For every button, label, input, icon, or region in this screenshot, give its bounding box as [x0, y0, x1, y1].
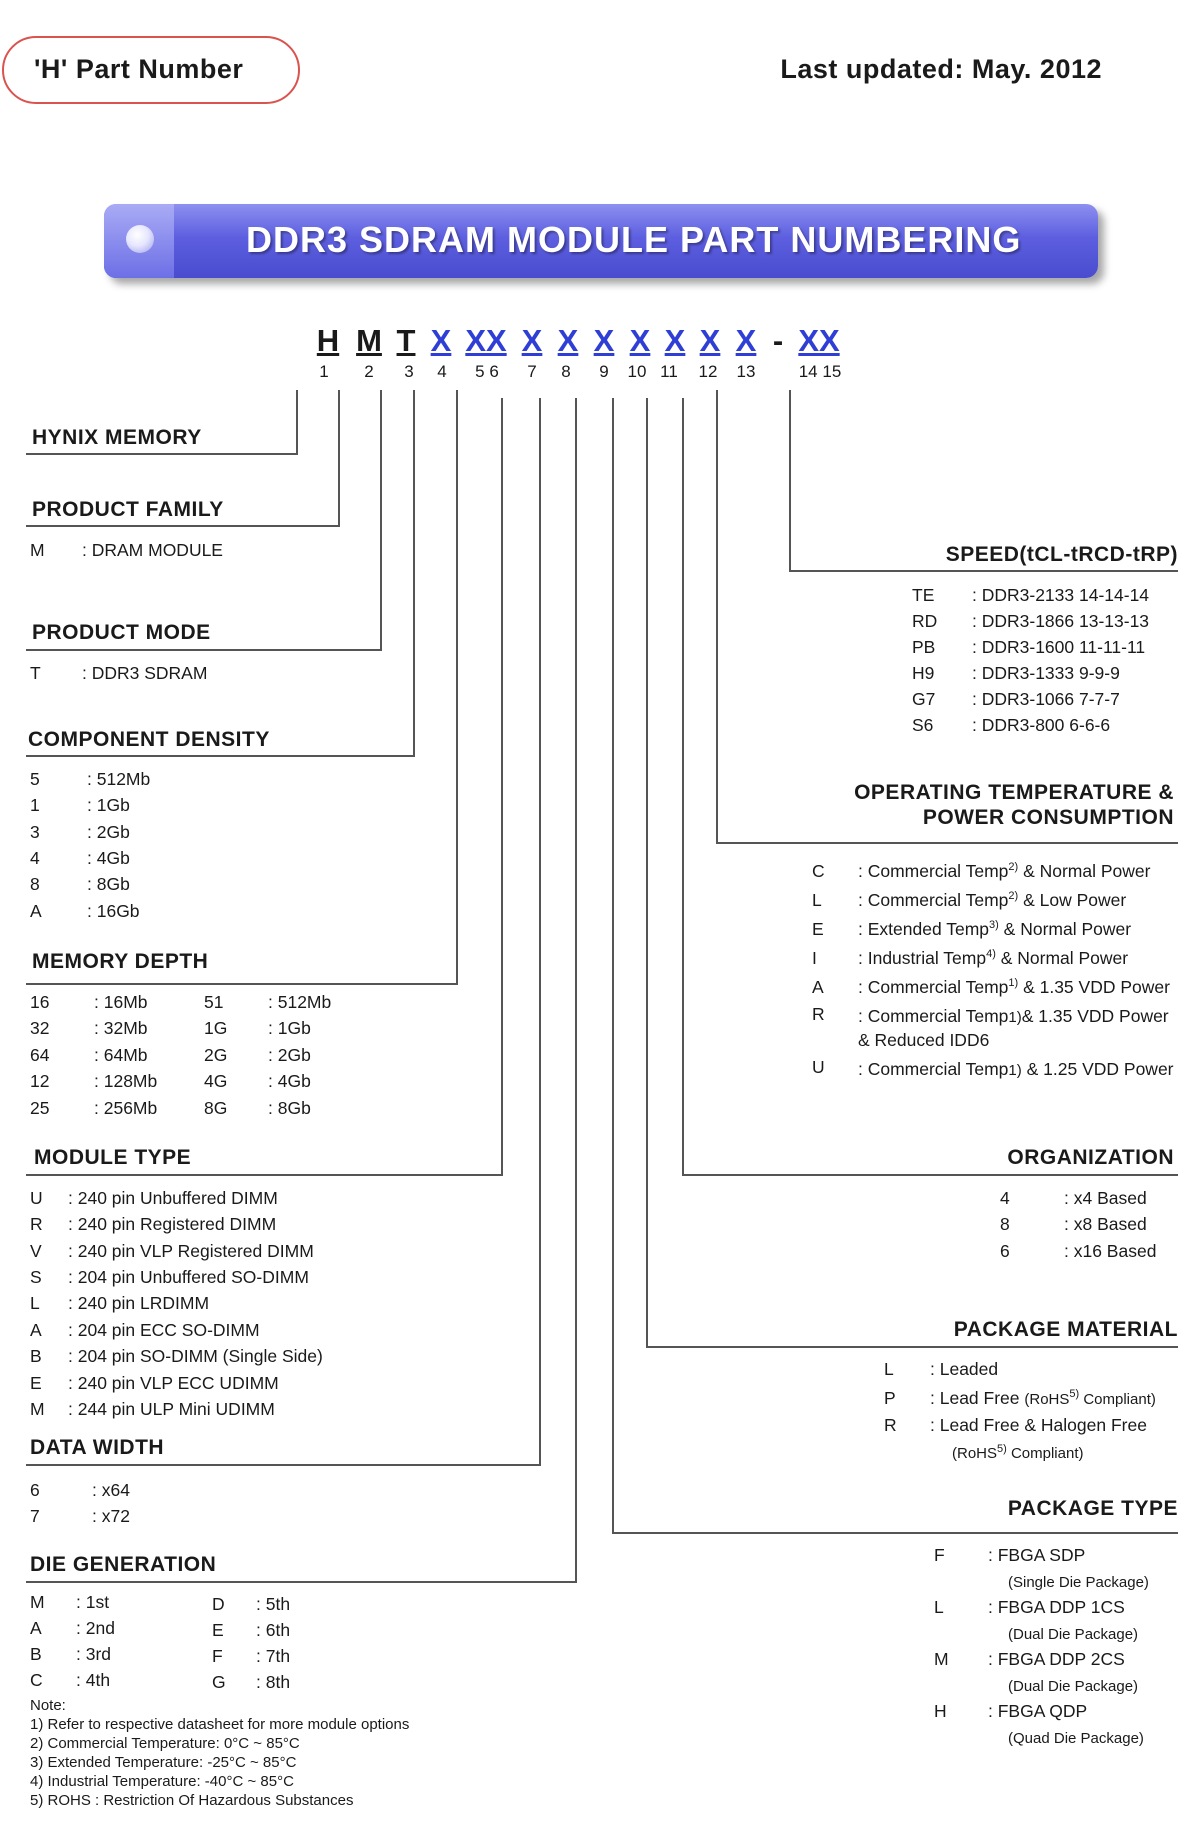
- position-number: 1: [319, 362, 329, 381]
- code-desc: : 256Mb: [94, 1098, 158, 1118]
- connector-family: [338, 390, 340, 526]
- connector-family: [26, 525, 340, 527]
- code-value: 51: [204, 992, 224, 1012]
- code-char: XX: [465, 323, 507, 358]
- code-char: M: [356, 323, 382, 358]
- code-desc: : 240 pin VLP Registered DIMM: [68, 1241, 314, 1261]
- code-value: L: [812, 890, 822, 910]
- code-value: M: [934, 1649, 949, 1669]
- code-desc: : x72: [92, 1506, 130, 1526]
- code-desc: : 16Gb: [87, 901, 140, 921]
- code-desc: : Leaded: [930, 1359, 999, 1379]
- section-title-org: ORGANIZATION: [1007, 1146, 1174, 1169]
- code-value: 1: [30, 795, 40, 815]
- section-title-temp-2: POWER CONSUMPTION: [922, 806, 1174, 829]
- code-desc: : 3rd: [76, 1644, 112, 1664]
- code-value: 2G: [204, 1045, 228, 1065]
- code-value: 32: [30, 1018, 50, 1038]
- code-value: 7: [30, 1506, 40, 1526]
- note-line: 5) ROHS : Restriction Of Hazardous Substances: [30, 1792, 354, 1809]
- code-char: X: [629, 323, 651, 358]
- code-value: 5: [30, 769, 40, 789]
- code-desc: : DDR3 SDRAM: [82, 663, 208, 683]
- code-value: D: [212, 1594, 225, 1614]
- code-value: B: [30, 1346, 42, 1366]
- code-desc: : 16Mb: [94, 992, 148, 1012]
- last-updated: Last updated: May. 2012: [780, 54, 1102, 84]
- code-desc: : DDR3-2133 14-14-14: [972, 585, 1150, 605]
- connector-die: [575, 398, 577, 1582]
- code-desc: : DDR3-800 6-6-6: [972, 715, 1111, 735]
- code-desc: : 2nd: [76, 1618, 115, 1638]
- code-value: L: [884, 1359, 894, 1379]
- code-char: T: [396, 323, 416, 358]
- section-title-depth: MEMORY DEPTH: [32, 950, 209, 973]
- connector-material: [646, 398, 648, 1348]
- code-value: 25: [30, 1098, 50, 1118]
- connector-mode: [380, 390, 382, 650]
- code-desc: : 1Gb: [87, 795, 130, 815]
- code-desc-cont: (Dual Die Package): [1008, 1626, 1139, 1643]
- code-desc: : 240 pin Unbuffered DIMM: [68, 1188, 278, 1208]
- code-value: F: [212, 1646, 223, 1666]
- code-value: 3: [30, 822, 40, 842]
- code-char: X: [557, 323, 579, 358]
- connector-org: [682, 398, 684, 1176]
- code-desc: : DDR3-1866 13-13-13: [972, 611, 1150, 631]
- connector-module: [501, 398, 503, 1175]
- connector-depth: [26, 983, 458, 985]
- connector-org: [682, 1174, 1178, 1176]
- position-number: 2: [364, 362, 374, 381]
- code-value: R: [884, 1415, 897, 1435]
- code-char: X: [430, 323, 452, 358]
- code-desc-cont: (Single Die Package): [1008, 1574, 1149, 1591]
- code-value: 6: [30, 1480, 40, 1500]
- connector-hynix: [26, 453, 298, 455]
- connector-speed: [789, 390, 791, 572]
- code-value: A: [812, 977, 824, 997]
- code-value: T: [30, 663, 41, 683]
- code-desc: : x16 Based: [1064, 1241, 1157, 1261]
- code-desc: : FBGA SDP: [988, 1545, 1086, 1565]
- code-desc: : 512Mb: [268, 992, 332, 1012]
- code-desc: : FBGA QDP: [988, 1701, 1088, 1721]
- code-value: C: [812, 861, 825, 881]
- code-value: RD: [912, 611, 938, 631]
- code-value: 16: [30, 992, 50, 1012]
- code-char: X: [699, 323, 721, 358]
- section-title-width: DATA WIDTH: [30, 1436, 165, 1459]
- code-value: 4: [1000, 1188, 1010, 1208]
- connector-material: [646, 1346, 1178, 1348]
- code-desc: : Commercial Temp1)& 1.35 VDD Power: [858, 1006, 1169, 1026]
- code-desc: : 1Gb: [268, 1018, 311, 1038]
- code-desc-cont: (Quad Die Package): [1008, 1730, 1144, 1747]
- connector-depth: [456, 390, 458, 984]
- code-desc: : Commercial Temp$^{2)}$ & Normal Power: [858, 861, 1151, 881]
- position-number: 9: [599, 362, 609, 381]
- code-desc: : 8Gb: [268, 1098, 311, 1118]
- position-number: 11: [660, 362, 678, 381]
- connector-mode: [26, 649, 382, 651]
- code-desc: : Commercial Temp$^{2)}$ & Low Power: [858, 890, 1127, 910]
- code-value: S: [30, 1267, 42, 1287]
- section-title-die: DIE GENERATION: [30, 1553, 217, 1576]
- code-desc: : Lead Free (RoHS$^{5)}$ Compliant): [930, 1388, 1156, 1408]
- code-value: G7: [912, 689, 936, 709]
- code-value: E: [30, 1373, 42, 1393]
- code-desc: : FBGA DDP 1CS: [988, 1597, 1125, 1617]
- connector-density: [26, 755, 415, 757]
- code-value: R: [812, 1004, 825, 1024]
- code-desc: : 4th: [76, 1670, 111, 1690]
- connector-pkgtype: [612, 1532, 1178, 1534]
- code-char: X: [735, 323, 757, 358]
- connector-temp: [716, 842, 1178, 844]
- note-line: 2) Commercial Temperature: 0°C ~ 85°C: [30, 1735, 300, 1752]
- code-desc: : 32Mb: [94, 1018, 148, 1038]
- note-line: 1) Refer to respective datasheet for more module options: [30, 1716, 410, 1733]
- connector-temp: [716, 390, 718, 844]
- code-desc-cont: (Dual Die Package): [1008, 1678, 1139, 1695]
- position-number: 12: [698, 362, 718, 381]
- connector-hynix: [296, 390, 298, 454]
- code-value: C: [30, 1670, 43, 1690]
- code-desc: : DRAM MODULE: [82, 540, 223, 560]
- code-desc-cont: (RoHS$^{5)}$ Compliant): [952, 1443, 1084, 1462]
- code-desc: : Extended Temp$^{3)}$ & Normal Power: [858, 919, 1132, 939]
- position-number: 10: [627, 362, 647, 381]
- code-value: E: [212, 1620, 224, 1640]
- code-desc: : 244 pin ULP Mini UDIMM: [68, 1399, 275, 1419]
- section-title-density: COMPONENT DENSITY: [28, 728, 270, 751]
- position-number: 14 15: [798, 362, 842, 381]
- code-char: X: [664, 323, 686, 358]
- code-value: H9: [912, 663, 935, 683]
- code-value: V: [30, 1241, 42, 1261]
- connector-speed: [789, 570, 1178, 572]
- code-desc: : DDR3-1066 7-7-7: [972, 689, 1120, 709]
- code-value: PB: [912, 637, 936, 657]
- code-value: E: [812, 919, 824, 939]
- code-dash: -: [772, 323, 784, 358]
- section-title-temp: OPERATING TEMPERATURE &: [854, 781, 1174, 804]
- code-desc: : 128Mb: [94, 1071, 158, 1091]
- code-desc: : x4 Based: [1064, 1188, 1147, 1208]
- code-desc: : 240 pin LRDIMM: [68, 1293, 210, 1313]
- code-desc: : x8 Based: [1064, 1214, 1147, 1234]
- code-value: P: [884, 1388, 896, 1408]
- code-value: A: [30, 1320, 42, 1340]
- connector-pkgtype: [612, 398, 614, 1534]
- code-value: 4: [30, 848, 40, 868]
- code-desc: : 240 pin Registered DIMM: [68, 1214, 277, 1234]
- code-value: 12: [30, 1071, 50, 1091]
- code-desc: : Lead Free & Halogen Free: [930, 1415, 1147, 1435]
- note-line: 3) Extended Temperature: -25°C ~ 85°C: [30, 1754, 297, 1771]
- code-desc: : x64: [92, 1480, 130, 1500]
- code-value: A: [30, 1618, 42, 1638]
- section-title-speed: SPEED(tCL-tRCD-tRP): [945, 543, 1178, 566]
- section-title-family: PRODUCT FAMILY: [32, 498, 224, 521]
- code-desc: : 2Gb: [268, 1045, 311, 1065]
- code-desc: : 8Gb: [87, 874, 130, 894]
- part-number-tag-label: 'H' Part Number: [34, 54, 244, 84]
- position-number: 4: [437, 362, 447, 381]
- section-title-material: PACKAGE MATERIAL: [953, 1318, 1178, 1341]
- code-desc: : Commercial Temp1) & 1.25 VDD Power: [858, 1059, 1174, 1079]
- code-desc: : 4Gb: [87, 848, 130, 868]
- code-value: U: [30, 1188, 43, 1208]
- code-value: A: [30, 901, 42, 921]
- position-number: 13: [736, 362, 756, 381]
- code-char: H: [316, 323, 340, 358]
- code-char: XX: [798, 323, 840, 358]
- code-desc: : 512Mb: [87, 769, 151, 789]
- code-value: G: [212, 1672, 226, 1692]
- code-value: M: [30, 540, 45, 560]
- code-value: 8: [30, 874, 40, 894]
- code-desc: : 4Gb: [268, 1071, 311, 1091]
- connector-width: [539, 398, 541, 1465]
- section-title-module: MODULE TYPE: [34, 1146, 192, 1169]
- code-value: 64: [30, 1045, 50, 1065]
- code-value: 4G: [204, 1071, 228, 1091]
- connector-width: [26, 1464, 541, 1466]
- position-number: 3: [404, 362, 414, 381]
- code-desc: : Commercial Temp$^{1)}$ & 1.35 VDD Power: [858, 977, 1170, 997]
- section-title-mode: PRODUCT MODE: [32, 621, 211, 644]
- section-title-pkgtype: PACKAGE TYPE: [1007, 1497, 1178, 1520]
- note-line: 4) Industrial Temperature: -40°C ~ 85°C: [30, 1773, 294, 1790]
- code-desc: : 7th: [256, 1646, 291, 1666]
- banner-title: DDR3 SDRAM MODULE PART NUMBERING: [246, 219, 1022, 260]
- code-desc: : 2Gb: [87, 822, 130, 842]
- connector-die: [26, 1581, 577, 1583]
- code-value: 1G: [204, 1018, 228, 1038]
- code-value: B: [30, 1644, 42, 1664]
- code-value: 8G: [204, 1098, 228, 1118]
- code-desc: : 5th: [256, 1594, 291, 1614]
- code-value: TE: [912, 585, 935, 605]
- position-number: 8: [561, 362, 571, 381]
- code-desc: : 204 pin ECC SO-DIMM: [68, 1320, 260, 1340]
- code-desc: : Industrial Temp$^{4)}$ & Normal Power: [858, 948, 1129, 968]
- code-value: U: [812, 1057, 825, 1077]
- code-desc: : 204 pin Unbuffered SO-DIMM: [68, 1267, 309, 1287]
- code-desc-cont: & Reduced IDD6: [858, 1030, 990, 1050]
- code-desc: : 6th: [256, 1620, 291, 1640]
- code-value: S6: [912, 715, 934, 735]
- bullet-icon: [126, 225, 154, 253]
- code-value: L: [934, 1597, 944, 1617]
- code-char: X: [593, 323, 615, 358]
- code-value: 8: [1000, 1214, 1010, 1234]
- code-value: R: [30, 1214, 43, 1234]
- code-value: H: [934, 1701, 947, 1721]
- connector-density: [413, 390, 415, 756]
- code-value: F: [934, 1545, 945, 1565]
- code-desc: : DDR3-1600 11-11-11: [972, 637, 1146, 657]
- note-line: Note:: [30, 1697, 66, 1714]
- code-desc: : 240 pin VLP ECC UDIMM: [68, 1373, 279, 1393]
- code-value: M: [30, 1592, 45, 1612]
- code-value: M: [30, 1399, 45, 1419]
- code-value: I: [812, 948, 817, 968]
- code-char: X: [521, 323, 543, 358]
- code-value: L: [30, 1293, 40, 1313]
- connector-module: [26, 1174, 503, 1176]
- code-desc: : 64Mb: [94, 1045, 148, 1065]
- code-desc: : DDR3-1333 9-9-9: [972, 663, 1120, 683]
- code-desc: : 204 pin SO-DIMM (Single Side): [68, 1346, 323, 1366]
- code-desc: : FBGA DDP 2CS: [988, 1649, 1125, 1669]
- position-number: 7: [527, 362, 537, 381]
- code-value: 6: [1000, 1241, 1010, 1261]
- section-title-hynix: HYNIX MEMORY: [32, 426, 202, 449]
- code-desc: : 8th: [256, 1672, 291, 1692]
- code-desc: : 1st: [76, 1592, 110, 1612]
- position-number: 5 6: [475, 362, 499, 381]
